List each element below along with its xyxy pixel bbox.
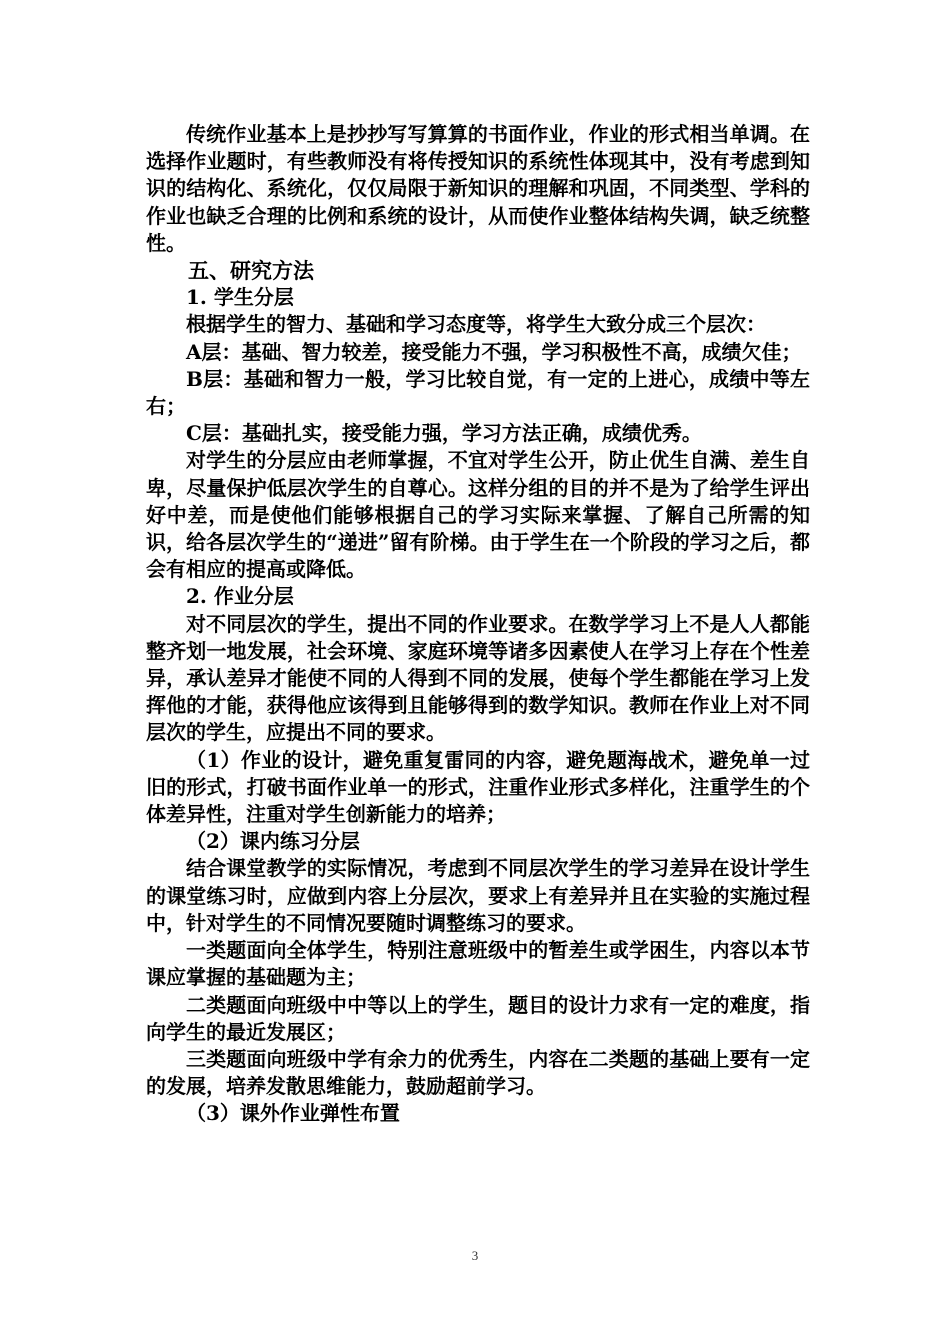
- paragraph-layering-criteria: 根据学生的智力、基础和学习态度等，将学生大致分成三个层次：: [186, 312, 766, 337]
- paragraph-level-b: B层：基础和智力一般，学习比较自觉，有一定的上进心，成绩中等左右；: [146, 366, 810, 419]
- paragraph-traditional-homework: 传统作业基本上是抄抄写写算算的书面作业，作业的形式相当单调。在选择作业题时，有些教师没有将传授知识的系统性体现其中，没有考虑到知识的结构化、系统化，仅仅局限于新知识的理解和巩固，不同类型、学科的作业也缺乏合理的比例和系统的设计，从而使作业整体结构失调，缺乏统整性。: [146, 122, 810, 255]
- subheading-homework-layering: 2. 作业分层: [186, 584, 294, 609]
- paragraph-level-c: C层：基础扎实，接受能力强，学习方法正确，成绩优秀。: [186, 421, 702, 446]
- paragraph-level-a: A层：基础、智力较差，接受能力不强，学习积极性不高，成绩欠佳；: [186, 339, 802, 364]
- paragraph-class-practice: 结合课堂教学的实际情况，考虑到不同层次学生的学习差异在设计学生的课堂练习时，应做到内容上分层次，要求上有差异并且在实验的实施过程中，针对学生的不同情况要随时调整练习的要求。: [146, 856, 810, 935]
- paragraph-type-one: 一类题面向全体学生，特别注意班级中的暂差生或学困生，内容以本节课应掌握的基础题为主；: [146, 938, 810, 990]
- paragraph-type-three: 三类题面向班级中学有余力的优秀生，内容在二类题的基础上要有一定的发展，培养发散思维能力，鼓励超前学习。: [146, 1046, 810, 1099]
- paragraph-layering-principle: 对学生的分层应由老师掌握，不宜对学生公开，防止优生自满、差生自卑，尽量保护低层次学生的自尊心。这样分组的目的并不是为了给学生评出好中差，而是使他们能够根据自己的学习实际来掌握、了解自己所需的知识，给各层次学生的“递进”留有阶梯。由于学生在一个阶段的学习之后，都会有相应的提高或降低。: [146, 448, 810, 582]
- subheading-student-layering: 1. 学生分层: [186, 285, 294, 310]
- document-body: [146, 121, 810, 1128]
- page-number: 3: [471, 1248, 479, 1263]
- paragraph-homework-design: （1）作业的设计，避免重复雷同的内容，避免题海战术，避免单一过旧的形式，打破书面作业单一的形式，注重作业形式多样化，注重学生的个体差异性，注重对学生创新能力的培养；: [146, 747, 810, 827]
- subheading-in-class-practice: （2）课内练习分层: [186, 829, 360, 854]
- section-heading-research-methods: 五、研究方法: [188, 258, 314, 284]
- subheading-flexible-homework: （3）课外作业弹性布置: [186, 1101, 400, 1126]
- paragraph-type-two: 二类题面向班级中中等以上的学生，题目的设计力求有一定的难度，指向学生的最近发展区；: [146, 992, 810, 1044]
- paragraph-different-requirements: 对不同层次的学生，提出不同的作业要求。在数学学习上不是人人都能整齐划一地发展，社会环境、家庭环境等诸多因素使人在学习上存在个性差异，承认差异才能使不同的人得到不同的发展，使每个学生都能在学习上发挥他的才能，获得他应该得到且能够得到的数学知识。教师在作业上对不同层次的学生，应提出不同的要求。: [146, 611, 810, 745]
